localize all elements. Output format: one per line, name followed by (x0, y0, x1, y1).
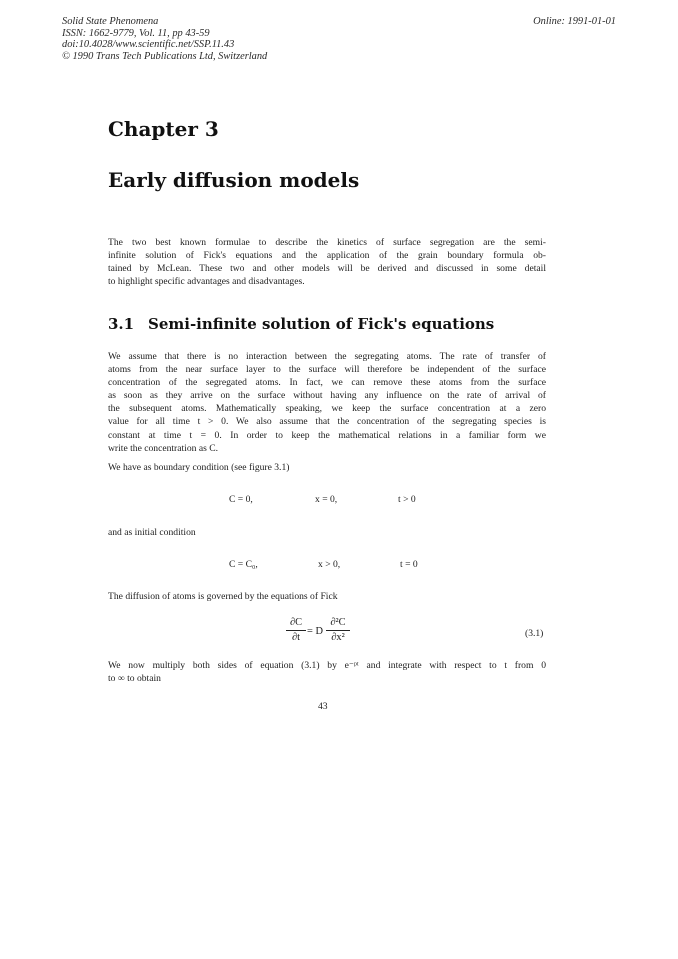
boundary-condition-t: t > 0 (398, 494, 416, 505)
body-line: constant at time t = 0. In order to keep the mathematical relations in a familiar form we (108, 429, 546, 441)
boundary-condition-x: x = 0, (315, 494, 338, 505)
body-line: the subsequent atoms. Mathematically speaking, we keep the surface concentration at a zero (108, 403, 546, 415)
multiply-paragraph (108, 659, 546, 685)
journal-citation-header (62, 16, 267, 62)
page-number: 43 (318, 701, 328, 712)
lhs-denominator: ∂t (291, 632, 301, 643)
equation-number: (3.1) (525, 628, 544, 639)
initial-condition-intro: and as initial condition (108, 527, 196, 538)
rhs-numerator: ∂²C (330, 617, 346, 628)
body-line: write the concentration as C. (108, 442, 219, 454)
body-line: as soon as they arrive on the surface without having any influence on the rate of arrival of (108, 390, 546, 402)
initial-condition-c: C = C₀, (229, 559, 258, 570)
fraction-bar (286, 630, 306, 631)
intro-line: The two best known formulae to describe the kinetics of surface segregation are the semi- (108, 237, 546, 248)
section-heading (108, 315, 494, 333)
body-line: atoms from the near surface layer to the surface will therefore be independent of the surface (108, 364, 546, 376)
fick-equation (286, 617, 376, 647)
intro-line: infinite solution of Fick's equations and the application of the grain boundary formula ob- (108, 250, 546, 262)
body-line: concentration of the segregated atoms. In fact, we can remove these atoms from the surface (108, 377, 546, 389)
journal-name: Solid State Phenomena (62, 16, 159, 27)
boundary-condition-intro: We have as boundary condition (see figure 3.1) (108, 462, 290, 473)
boundary-condition-c: C = 0, (229, 494, 253, 505)
equals-diffusivity: = D (307, 626, 323, 637)
body-line: We assume that there is no interaction between the segregating atoms. The rate of transfer of (108, 351, 546, 362)
journal-issn: ISSN: 1662-9779, Vol. 11, pp 43-59 (62, 27, 210, 39)
section-title: Semi-infinite solution of Fick's equations (148, 315, 495, 333)
chapter-label: Chapter 3 (108, 117, 219, 141)
multiply-line: We now multiply both sides of equation (3.1) by e⁻ᵖᵗ and integrate with respect to t from 0 (108, 660, 546, 671)
multiply-line: to ∞ to obtain (108, 673, 161, 685)
space-derivative-fraction (326, 617, 350, 644)
fick-intro: The diffusion of atoms is governed by the equations of Fick (108, 591, 338, 602)
intro-line: tained by McLean. These two and other models will be derived and discussed in some detail (108, 263, 546, 275)
intro-line: to highlight specific advantages and disadvantages. (108, 276, 305, 288)
time-derivative-fraction (286, 617, 306, 644)
online-date: Online: 1991-01-01 (533, 16, 616, 27)
initial-condition-t: t = 0 (400, 559, 418, 570)
intro-paragraph (108, 236, 546, 288)
journal-copyright: © 1990 Trans Tech Publications Ltd, Switzerland (62, 50, 268, 62)
rhs-denominator: ∂x² (331, 632, 345, 643)
lhs-numerator: ∂C (289, 617, 303, 628)
section-number: 3.1 (108, 315, 135, 333)
fraction-bar (326, 630, 350, 631)
initial-condition-x: x > 0, (318, 559, 341, 570)
body-paragraph (108, 350, 546, 455)
body-line: value for all time t > 0. We also assume that the concentration of the segregating species is (108, 416, 546, 428)
chapter-title: Early diffusion models (108, 168, 360, 192)
journal-doi: doi:10.4028/www.scientific.net/SSP.11.43 (62, 39, 235, 50)
